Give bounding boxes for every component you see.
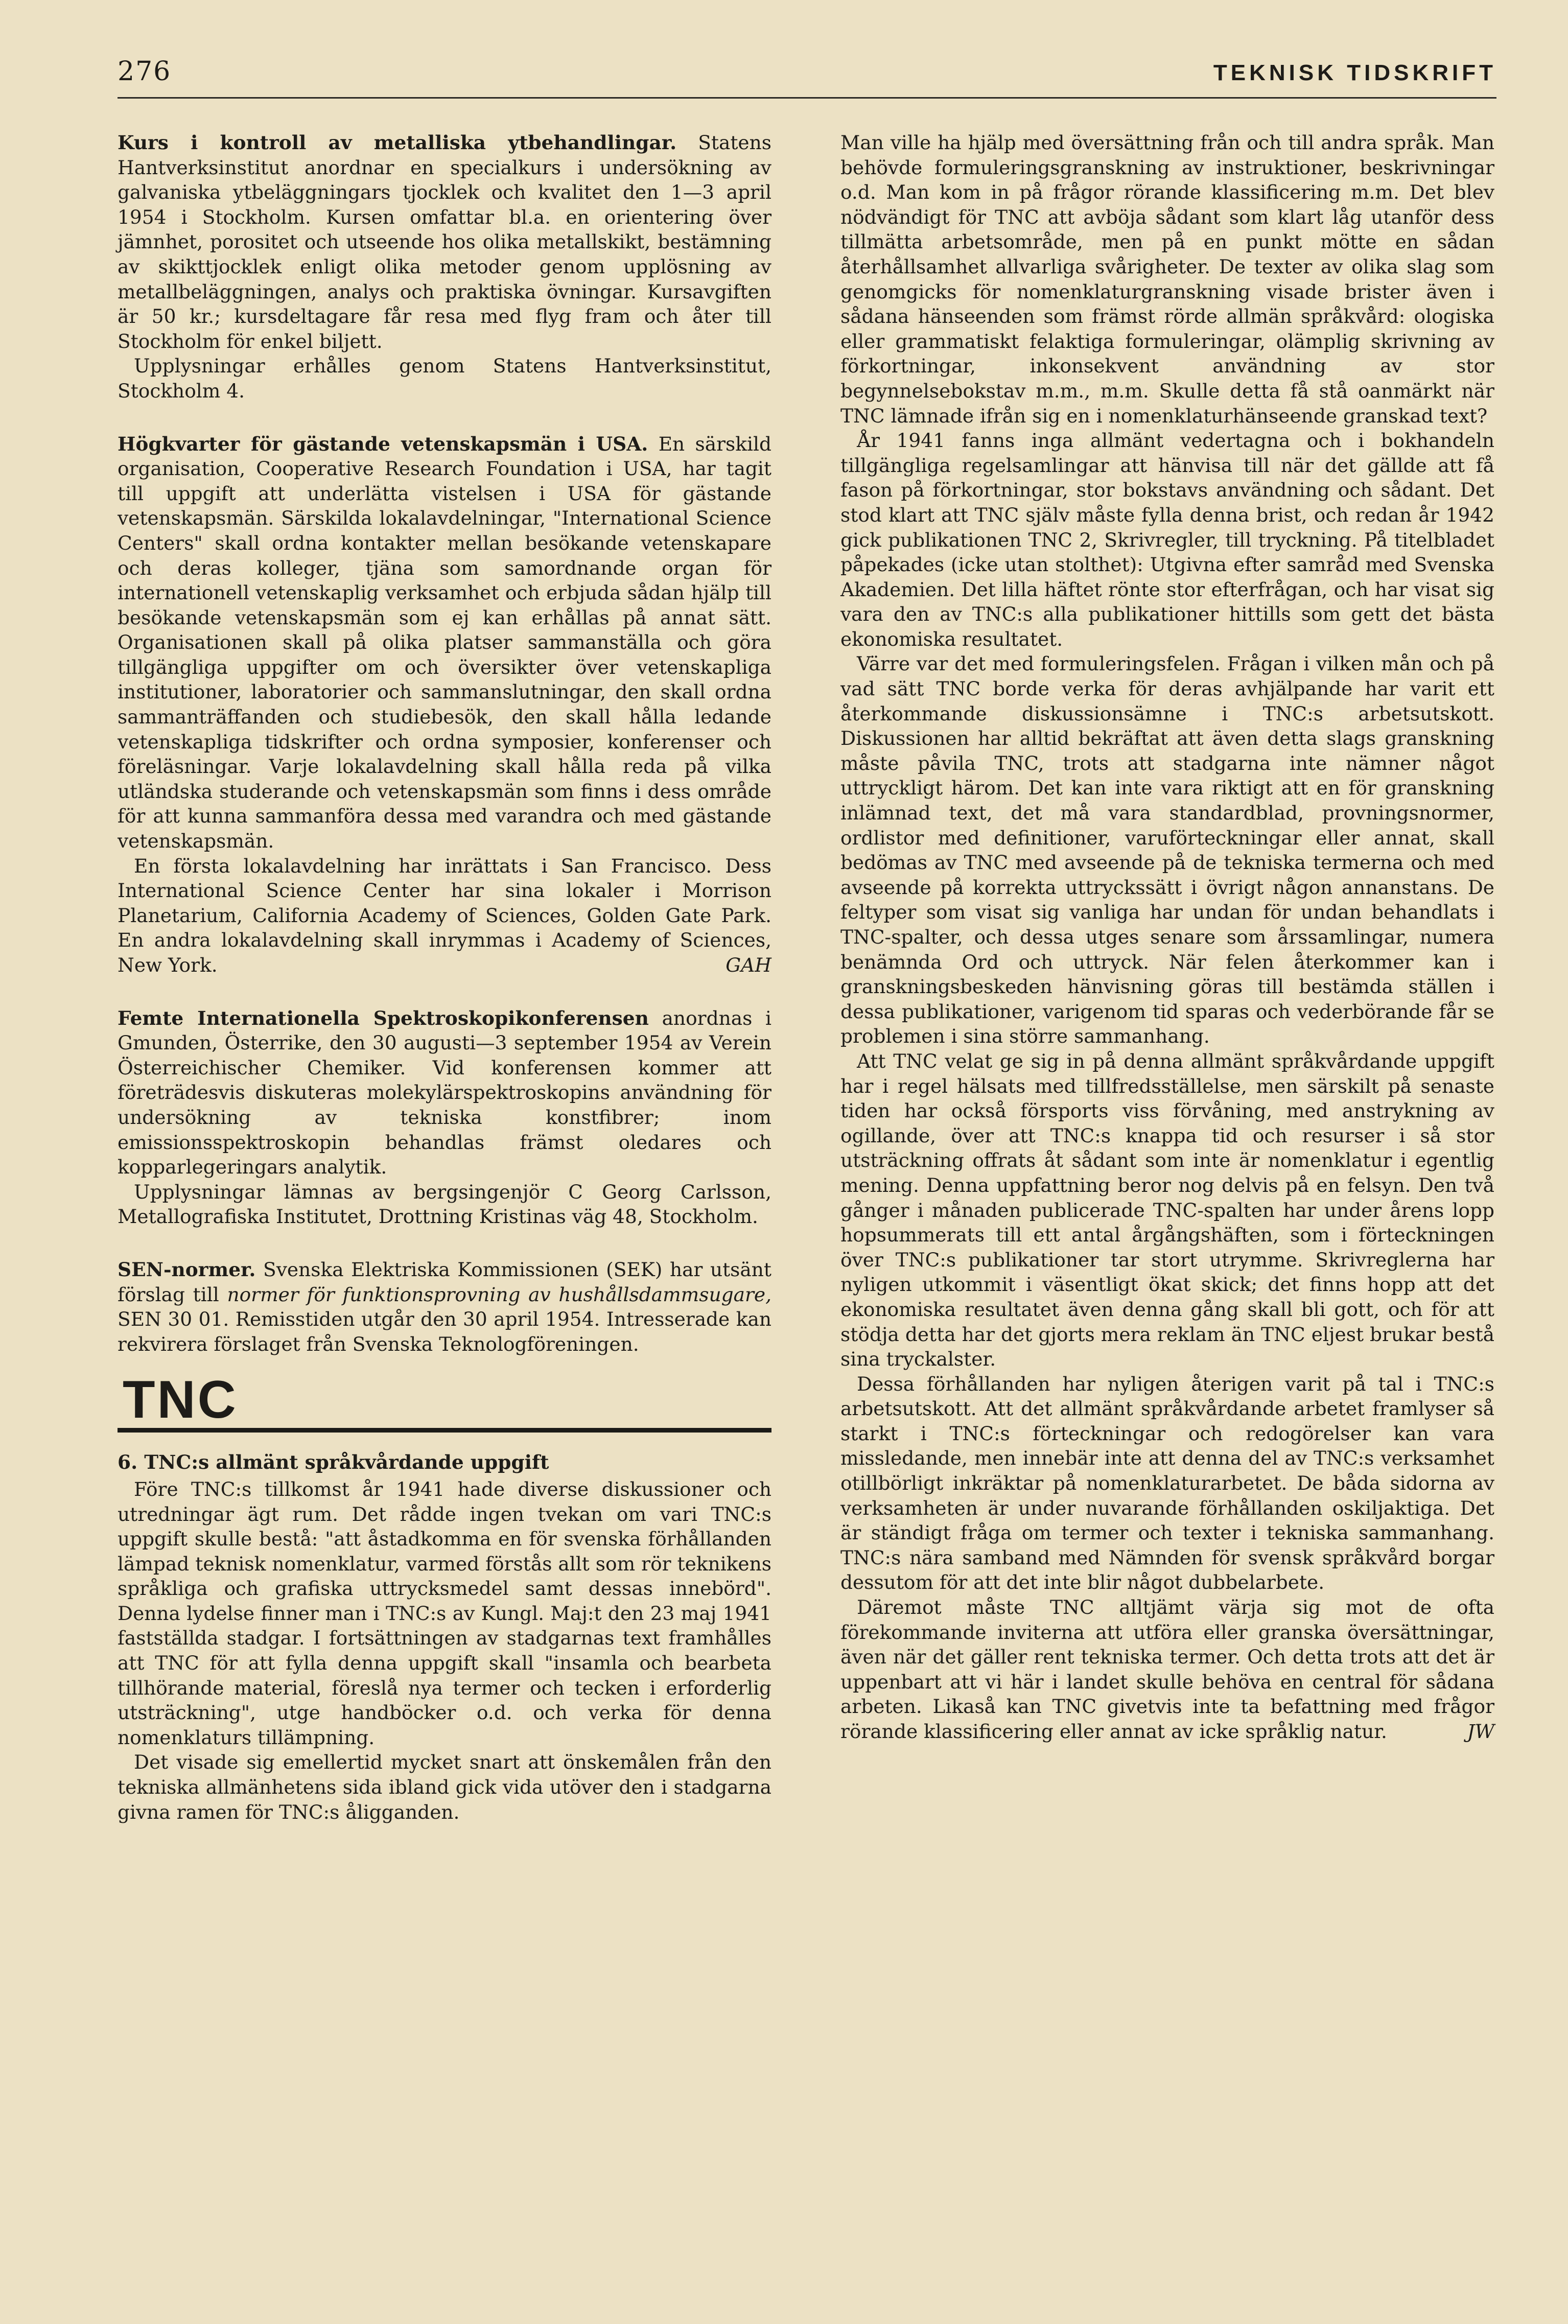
section-title-tnc: TNC	[123, 1370, 238, 1430]
article-femte-lead: Femte Internationella Spektroskopikonferensen	[118, 1006, 649, 1029]
article-femte-info: Upplysningar lämnas av bergsingenjör C Georg Carlsson, Metallografiska Institutet, Drottning Kristinas väg 48, Stockholm.	[118, 1180, 771, 1228]
article-kurs-body	[118, 130, 771, 354]
article-kurs	[118, 130, 771, 404]
article-kurs-lead: Kurs i kontroll av metalliska ytbehandlingar.	[118, 131, 677, 154]
article-hogkvarter-lead: Högkvarter för gästande vetenskapsmän i USA.	[118, 432, 648, 455]
tnc-paragraph-2: Det visade sig emellertid mycket snart att önskemålen från den tekniska allmänhetens sida ibland gick vida utöver den i stadgarna givna ramen för TNC:s åligganden.	[118, 1751, 771, 1823]
article-hogkvarter-text2: En första lokalavdelning har inrättats i San Francisco. Dess International Science Center har sina lokaler i Morrison Planetarium, California Academy of Sciences, Golden Gate Park. En andra lokalavdelning skall inrymmas i Academy of Sciences, New York.	[118, 854, 771, 976]
tnc-paragraph-4: År 1941 fanns inga allmänt vedertagna och i bokhandeln tillgängliga regelsamlingar att hänvisa till när det gällde att få fason på förkortningar, stor bokstavs användning och sådant. Det stod klart att TNC själv måste fylla denna brist, och redan år 1942 gick publikationen TNC 2, Skrivregler, till tryckning. På titelbladet påpekades (icke utan stolthet): Utgivna efter samråd med Svenska Akademien. Det lilla häftet rönte stor efterfrågan, och har visat sig vara den av TNC:s alla publikationer hittills som gett det bästa ekonomiska resultatet.	[840, 429, 1494, 650]
tnc-paragraph-8-text: Däremot måste TNC alltjämt värja sig mot de ofta förekommande inviterna att utföra eller granska översättningar, även när det gäller rent tekniska termer. Och detta trots att det är uppenbart att vi här i landet skulle behöva en central för sådana arbeten. Likaså kan TNC givetvis inte ta befattning med frågor rörande klassificering eller annat av icke språklig natur.	[840, 1596, 1494, 1743]
article-sen-text-a: Svenska Elektriska Kommissionen (SEK) har utsänt förslag till	[118, 1258, 772, 1306]
tnc-heading: 6. TNC:s allmänt språkvårdande uppgift	[118, 1451, 549, 1474]
article-sen-italic: normer för funktionsprovning av hushållsdammsugare,	[227, 1283, 771, 1306]
article-femte	[118, 1006, 771, 1229]
article-femte-text: anordnas i Gmunden, Österrike, den 30 augusti—3 september 1954 av Verein Österreichischer Chemiker. Vid konferensen kommer att företrädesvis diskuteras molekylärspektroskopins användning för undersökning av tekniska konstfibrer; inom emissionsspektroskopin behandlas främst oledares och kopparlegeringars analytik.	[118, 1006, 772, 1179]
article-femte-body	[118, 1006, 771, 1180]
signature-jw: JW	[1467, 1720, 1494, 1743]
page-number: 276	[118, 56, 172, 87]
article-sen	[118, 1257, 771, 1356]
article-kurs-text: Statens Hantverksinstitut anordnar en specialkurs i undersökning av galvaniska ytbeläggningars tjocklek och kvalitet den 1—3 april 1954 i Stockholm. Kursen omfattar bl.a. en orientering över jämnhet, porositet och utseende hos olika metallskikt, bestämning av skikttjocklek enligt olika metoder genom upplösning av metallbeläggningen, analys och praktiska övningar. Kursavgiften är 50 kr.; kursdeltagare får resa med flyg fram och åter till Stockholm för enkel biljett.	[118, 131, 772, 353]
page-header	[118, 51, 1496, 99]
signature-gah: GAH	[726, 954, 771, 976]
tnc-paragraph-8	[840, 1595, 1494, 1744]
tnc-paragraph-5: Värre var det med formuleringsfelen. Frågan i vilken mån och på vad sätt TNC borde verka för deras avhjälpande har varit ett återkommande diskussionsämne i TNC:s arbetsutskott. Diskussionen har alltid bekräftat att även detta slags granskning måste påvila TNC, trots att stadgarna inte nämner något uttryckligt härom. Det kan inte vara riktigt att en för granskning inlämnad text, det må vara standardblad, provningsnormer, ordlistor med definitioner, varuförteckningar eller annat, skall bedömas av TNC med avseende på de tekniska termerna och med avseende på korrekta uttryckssätt i övrigt någon annanstans. De feltyper som visat sig vanliga har undan för undan behandlats i TNC-spalter, och dessa utges senare som årssamlingar, numera benämnda Ord och uttryck. När felen återkommer kan i granskningsbeskeden hänvisning göras till bestämda ställen i dessa publikationer, varigenom tid sparas och vederbörande får se problemen i sina större sammanhang.	[840, 652, 1494, 1048]
article-sen-body	[118, 1257, 771, 1356]
tnc-paragraph-3: Man ville ha hjälp med översättning från och till andra språk. Man behövde formuleringsgranskning av instruktioner, beskrivningar o.d. Man kom in på frågor rörande klassificering m.m. Det blev nödvändigt för TNC att avböja sådant som klart låg utanför dess tillmätta arbetsområde, men på en punkt mötte en sådan återhållsamhet allvarliga svårigheter. De texter av olika slag som genomgicks för nomenklaturgranskning visade brister även i sådana hänseenden som främst rörde allmän språkvård: ologiska eller grammatiskt felaktiga formuleringar, olämplig skrivning av förkortningar, inkonsekvent användning av stor begynnelsebokstav m.m., m.m. Skulle detta få stå oanmärkt när TNC lämnade ifrån sig en i nomenklaturhänseende granskad text?	[840, 131, 1494, 427]
article-kurs-info: Upplysningar erhålles genom Statens Hantverksinstitut, Stockholm 4.	[118, 355, 771, 402]
article-hogkvarter-body2	[118, 854, 771, 978]
journal-title: TEKNISK TIDSKRIFT	[1213, 60, 1496, 85]
article-hogkvarter-body	[118, 432, 771, 854]
tnc-paragraph-7: Dessa förhållanden har nyligen återigen varit på tal i TNC:s arbetsutskott. Att det allmänt språkvårdande arbetet framlyser så starkt i TNC:s förteckningar och redogörelser kan vara missledande, men innebär inte att denna del av TNC:s verksamhet otillbörligt inkräktar på nomenklaturarbetet. De båda sidorna av verksamheten är under nuvarande förhållanden oskiljaktiga. Det är ständigt fråga om termer och texter i tekniska sammanhang. TNC:s nära samband med Nämnden för svensk språkvård borgar dessutom för att det inte blir något dubbelarbete.	[840, 1372, 1494, 1594]
article-sen-lead: SEN-normer.	[118, 1258, 256, 1281]
article-hogkvarter	[118, 432, 771, 978]
article-hogkvarter-text: En särskild organisation, Cooperative Research Foundation i USA, har tagit till uppgift att underlätta vistelsen i USA för gästande vetenskapsmän. Särskilda lokalavdelningar, "International Science Centers" skall ordna kontakter mellan besökande vetenskapare och deras kolleger, tjäna som samordnande organ för internationell vetenskaplig verksamhet och erbjuda sådan hjälp till besökande vetenskapsmän som ej kan erhållas på annat sätt. Organisationen skall på olika platser sammanställa och göra tillgängliga uppgifter om och översikter över vetenskapliga institutioner, laboratorier och sammanslutningar, den skall ordna sammanträffanden och studiebesök, den skall hålla ledande vetenskapliga tidskrifter och ordna symposier, konferenser och föreläsningar. Varje lokalavdelning skall hålla reda på vilka utländska studerande och vetenskapsmän som finns i dess område för att kunna sammanföra dessa med varandra och med gästande vetenskapsmän.	[118, 432, 772, 853]
right-column	[840, 130, 1494, 1744]
tnc-paragraph-6: Att TNC velat ge sig in på denna allmänt språkvårdande uppgift har i regel hälsats med tillfredsställelse, men särskilt på senaste tiden har också försports viss förvåning, med anstrykning av ogillande, över att TNC:s knappa tid och resurser i så stor utsträckning offrats åt sådant som inte är nomenklatur i egentlig mening. Denna uppfattning beror nog delvis på en felsyn. Den två gånger i månaden publicerade TNC-spalten har under årens lopp hopsummerats till ett antal årgångshäften, som i förteckningen över TNC:s publikationer tar stort utrymme. Skrivreglerna har nyligen utkommit i väsentligt ökat skick; det finns hopp att det ekonomiska resultatet även denna gång skall bli gott, och för att stödja detta har det gjorts mera reklam än TNC eljest brukar bestå sina tryckalster.	[840, 1049, 1494, 1371]
left-column	[118, 130, 771, 1824]
tnc-paragraph-1: Före TNC:s tillkomst år 1941 hade diverse diskussioner och utredningar ägt rum. Det rådde ingen tvekan om vari TNC:s uppgift skulle bestå: "att åstadkomma en för svenska förhållanden lämpad teknisk nomenklatur, varmed förstås allt som rör teknikens språkliga och grafiska uttrycksmedel samt dessas innebörd". Denna lydelse finner man i TNC:s av Kungl. Maj:t den 23 maj 1941 fastställda stadgar. I fortsättningen av stadgarnas text framhålles att TNC för att fylla denna uppgift skall "insamla och bearbeta tillhörande material, föreslå nya termer och tecken i erforderlig utsträckning", utge handböcker o.d. och verka för denna nomenklaturs tillämpning.	[118, 1477, 771, 1749]
article-sen-text-b: SEN 30 01. Remisstiden utgår den 30 april 1954. Intresserade kan rekvirera förslaget från Svenska Teknologföreningen.	[118, 1308, 771, 1355]
